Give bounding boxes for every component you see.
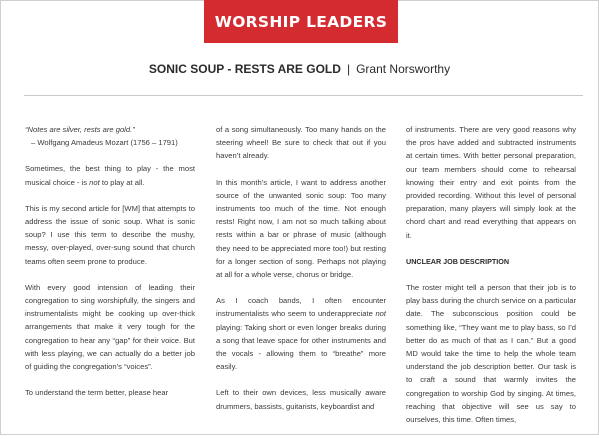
paragraph xyxy=(25,162,195,188)
subheading: UNCLEAR JOB DESCRIPTION xyxy=(406,256,510,266)
column-1 xyxy=(25,123,195,412)
paragraph: of a song simultaneously. Too many hands on the steering wheel! Be sure to check that out if you haven’t already. xyxy=(216,125,386,161)
epigraph-quote: “Notes are silver, rests are gold.” xyxy=(25,125,135,134)
emphasis-text: not xyxy=(89,177,100,187)
paragraph: Left to their own devices, less musically aware drummers, bassists, guitarists, keyboardist and xyxy=(216,388,386,411)
paragraph-text: Sometimes, the best thing to play - the most musical choice - is xyxy=(25,164,195,187)
section-banner xyxy=(204,0,398,43)
paragraph: The roster might tell a person that their job is to play bass during the church service on a particular date. The subconscious position could be something like, “They want me to play bass, so I’d better do as much of that as I can.” But a good MD would take the time to help the whole team understand the job description better. Our task is to craft a sound that warmly invites the congregation to worship God by singing. At times, reaching that objective will see us say to ourselves, this time. Often times, xyxy=(406,283,576,425)
column-3 xyxy=(406,123,576,439)
paragraph: This is my second article for [WM] that attempts to address the issue of sonic soup. What is sonic soup? I use this term to describe the mushy, messy, over-played, over-sung sound that church teams often seem prone to produce. xyxy=(25,203,195,266)
paragraph-text: As I coach bands, I often encounter instrumentalists who seem to underappreciate xyxy=(216,296,386,319)
section-banner-label: WORSHIP LEADERS xyxy=(214,12,388,31)
paragraph-text: playing: Taking short or even longer breaks during a song that leave space for other instruments and the vocals - allowing them to “breathe” more easily. xyxy=(216,322,386,372)
title-separator: | xyxy=(346,62,351,76)
paragraph: With every good intension of leading their congregation to sing worshipfully, the singers and instrumentalists might be cooking up over-thick arrangements that make it very tough for the congregation to hear any “gap” for their voice. But with less playing, we can actually do a better job of guiding the congregation’s “voices”. xyxy=(25,282,195,372)
title-divider xyxy=(24,95,583,96)
epigraph-attribution: – Wolfgang Amadeus Mozart (1756 – 1791) xyxy=(31,138,178,148)
paragraph: To understand the term better, please hear xyxy=(25,388,169,398)
paragraph-text: to play at all. xyxy=(99,177,145,187)
epigraph xyxy=(25,123,195,149)
article-title: SONIC SOUP - RESTS ARE GOLD xyxy=(148,62,341,76)
paragraph: of instruments. There are very good reasons why the pros have added and subtracted instruments at certain times. With better personal preparation, our team members should come to rehearsal knowing their entry and exit points from the provided recording. Without this level of personal preparation, many players will simply look at the chord chart and read everything that appears on it. xyxy=(406,125,576,240)
paragraph xyxy=(216,294,386,373)
emphasis-text: not xyxy=(375,309,386,319)
article-title-line xyxy=(0,62,599,76)
paragraph: In this month’s article, I want to address another source of the unwanted sonic soup: Too many instruments too much of the time. Not enough rests! Right now, I am not so much talking about rests within a bar or phrase of music (although they need to be appreciated more too!) but resting for a longer section of song. Perhaps not playing at all for a whole verse, chorus or bridge. xyxy=(216,177,386,280)
column-2 xyxy=(216,123,386,426)
article-author: Grant Norsworthy xyxy=(356,62,451,76)
